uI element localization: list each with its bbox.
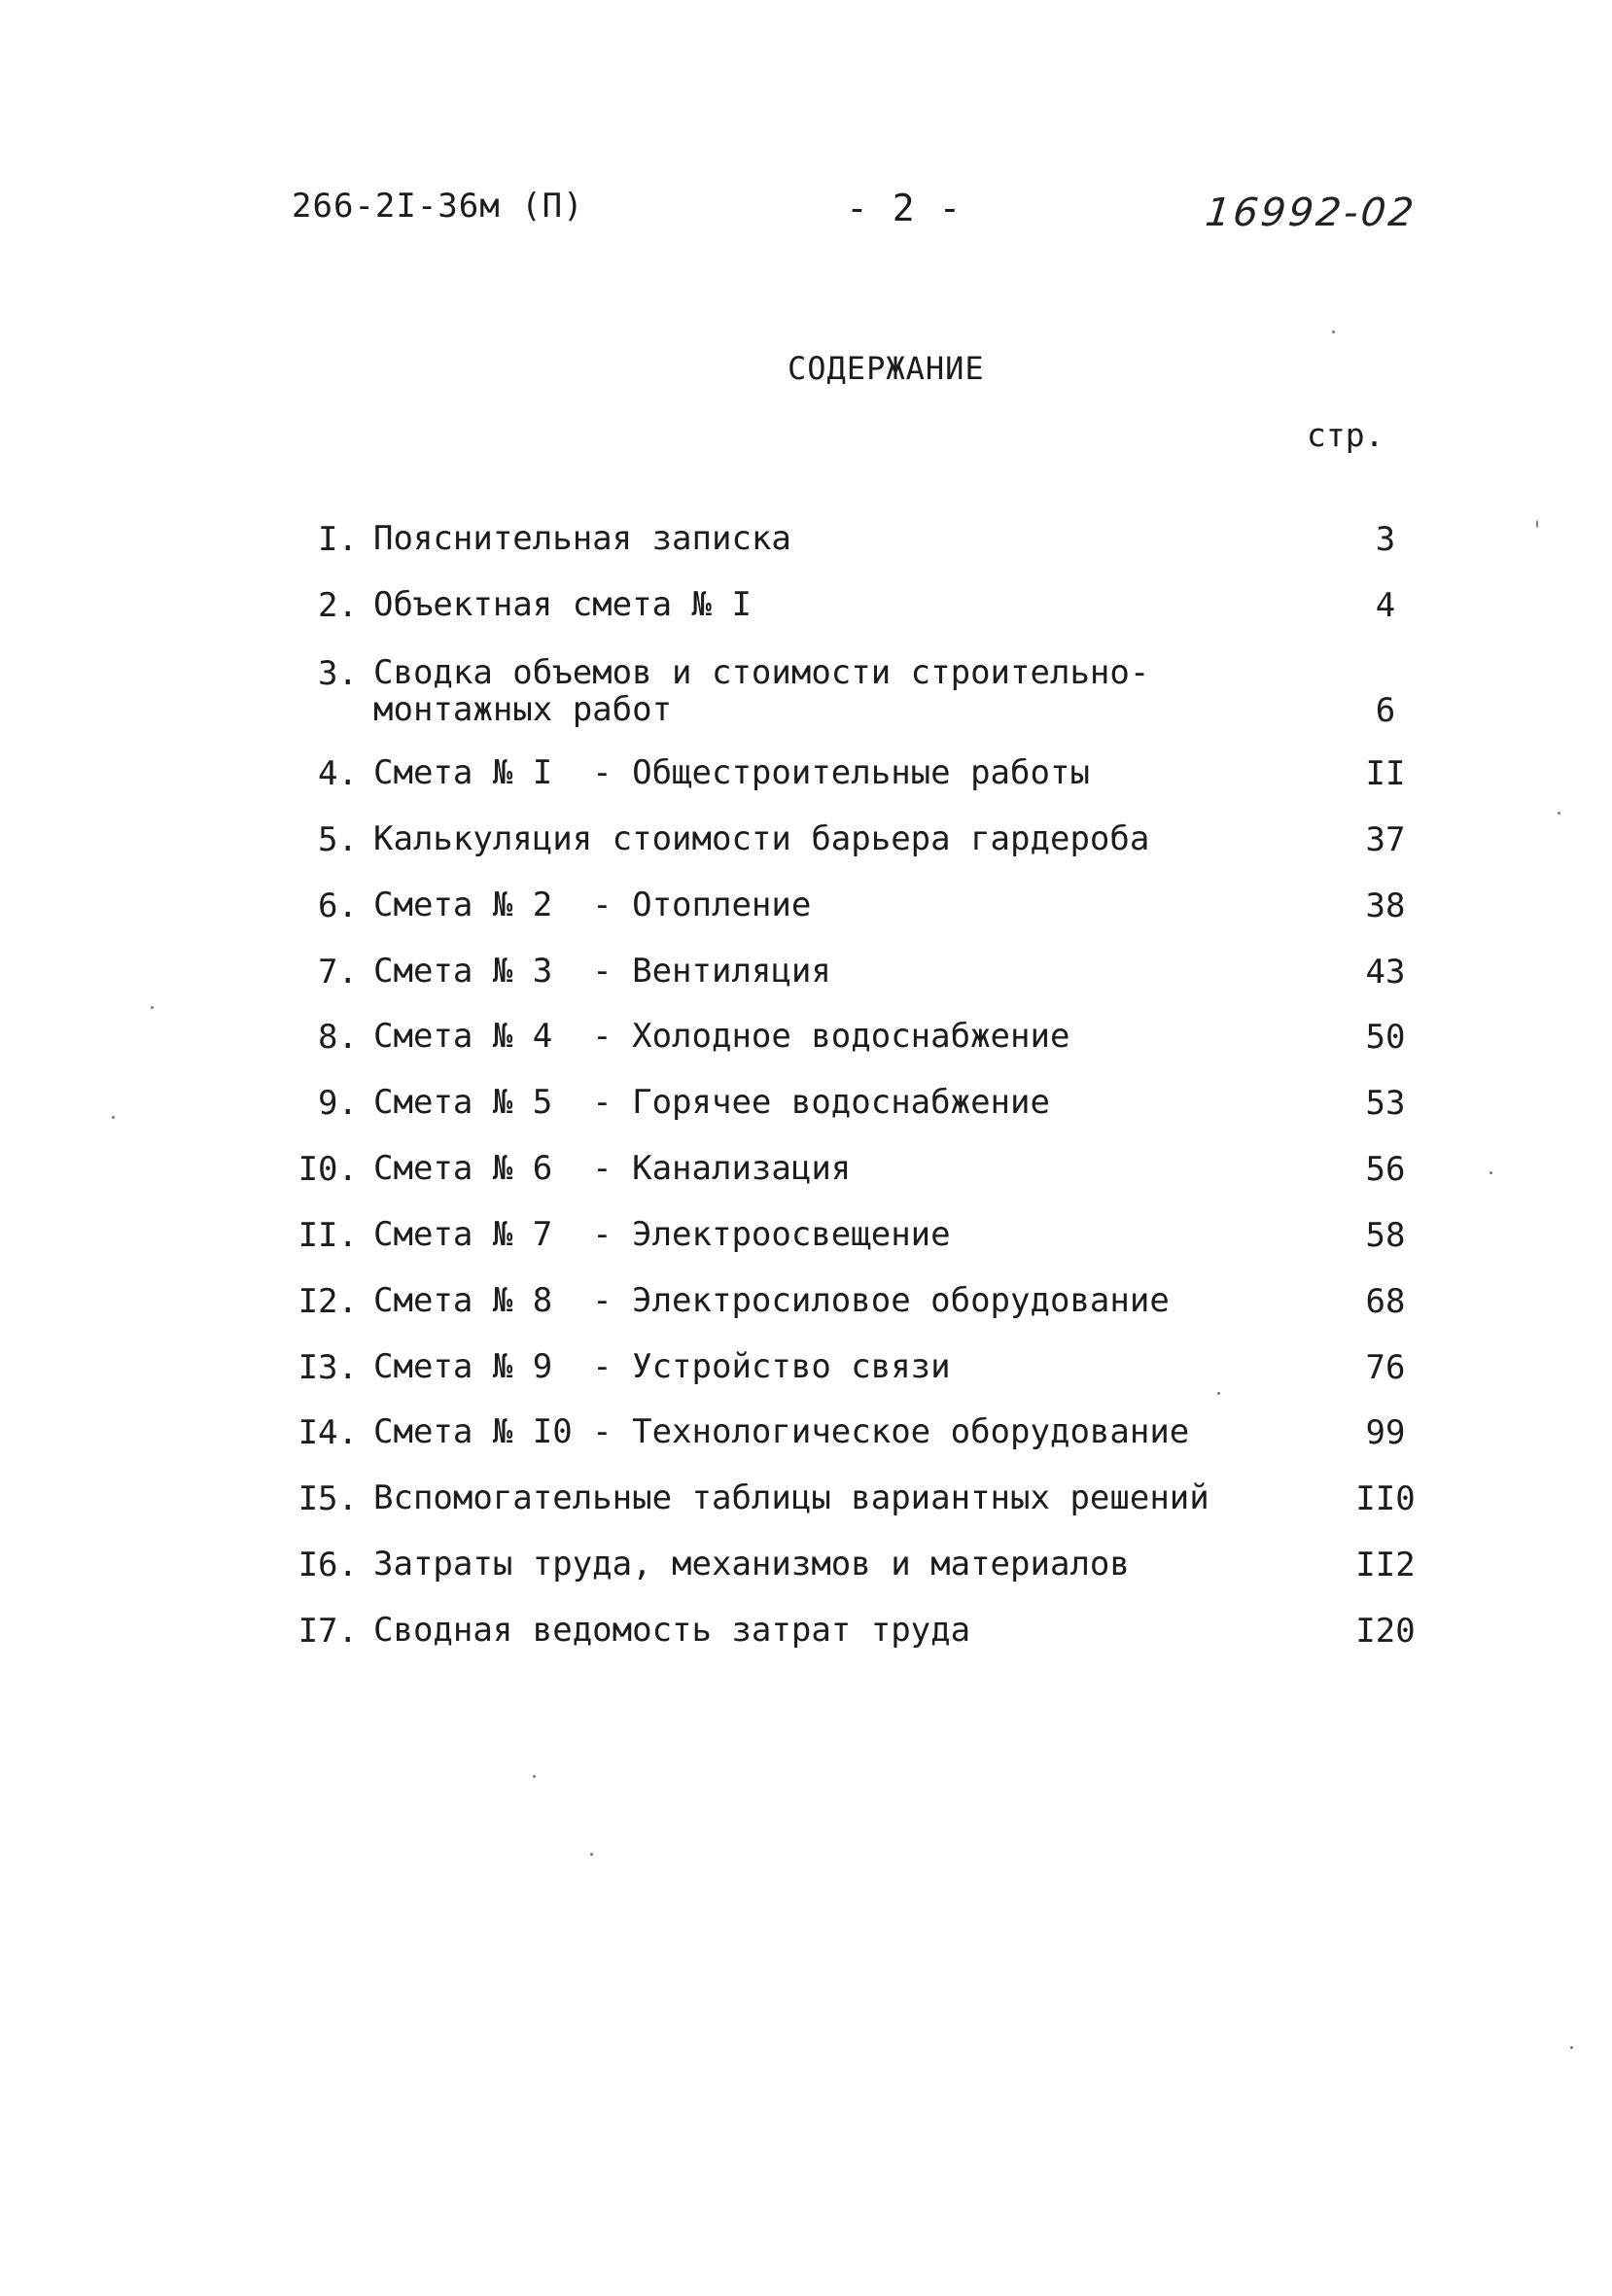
scan-speck <box>112 1116 115 1119</box>
toc-row <box>0 1018 1612 1076</box>
toc-number: 8. <box>318 1018 358 1057</box>
toc-row <box>0 653 1612 730</box>
toc-number: 7. <box>318 953 358 991</box>
toc-row <box>0 1216 1612 1274</box>
toc-number: 5. <box>318 820 358 859</box>
toc-title: Смета № 7 - Электроосвещение <box>373 1215 951 1254</box>
scan-speck <box>1332 330 1335 333</box>
toc-page: 37 <box>1365 820 1406 859</box>
toc-number: I2. <box>298 1282 358 1321</box>
toc-row <box>0 754 1612 813</box>
toc-page: 68 <box>1365 1282 1406 1321</box>
toc-title: Пояснительная записка <box>373 519 791 558</box>
document-code: 266-2I-36м (П) <box>292 187 584 226</box>
toc-number: I7. <box>298 1612 358 1651</box>
toc-title: Сводная ведомость затрат труда <box>373 1611 971 1650</box>
toc-title: Смета № 5 - Горячее водоснабжение <box>373 1083 1050 1122</box>
page-column-label: стр. <box>1307 416 1384 454</box>
toc-row <box>0 1282 1612 1340</box>
toc-page: II2 <box>1355 1546 1416 1584</box>
scan-speck <box>1536 520 1538 528</box>
toc-title: Смета № I - Общестроительные работы <box>373 753 1090 792</box>
scan-speck <box>151 1006 154 1009</box>
toc-row <box>0 1612 1612 1670</box>
toc-row <box>0 1150 1612 1208</box>
toc-page: II <box>1365 754 1406 793</box>
toc-row <box>0 1479 1612 1538</box>
toc-title: Сводка объемов и стоимости строительно- монтажных работ <box>373 653 1150 729</box>
toc-number: I. <box>318 520 358 559</box>
scan-speck <box>533 1775 536 1778</box>
toc-number: 2. <box>318 586 358 625</box>
toc-page: 53 <box>1365 1084 1406 1123</box>
toc-title: Калькуляция стоимости барьера гардероба <box>373 819 1150 858</box>
toc-title: Смета № 4 - Холодное водоснабжение <box>373 1017 1070 1056</box>
toc-page: 58 <box>1365 1216 1406 1255</box>
page-number: - 2 - <box>846 187 963 229</box>
toc-row <box>0 820 1612 879</box>
toc-number: I0. <box>298 1150 358 1189</box>
scan-speck <box>590 1853 593 1856</box>
toc-page: 6 <box>1375 691 1396 730</box>
toc-number: 6. <box>318 887 358 925</box>
toc-title: Смета № I0 - Технологическое оборудование <box>373 1412 1190 1451</box>
toc-title: Вспомогательные таблицы вариантных решений <box>373 1478 1209 1517</box>
toc-number: 4. <box>318 754 358 793</box>
page-title: СОДЕРЖАНИЕ <box>788 350 985 387</box>
toc-page: I20 <box>1355 1612 1416 1651</box>
toc-title: Смета № 3 - Вентиляция <box>373 952 831 991</box>
toc-title: Смета № 6 - Канализация <box>373 1149 852 1188</box>
toc-row <box>0 520 1612 578</box>
toc-row <box>0 1546 1612 1604</box>
toc-number: I4. <box>298 1413 358 1452</box>
toc-page: 43 <box>1365 953 1406 991</box>
stamp-number: 16992-02 <box>1203 191 1419 235</box>
toc-number: I6. <box>298 1546 358 1584</box>
scan-speck <box>1217 1392 1220 1395</box>
scan-speck <box>1489 1171 1492 1174</box>
toc-row <box>0 953 1612 1011</box>
toc-page: 56 <box>1365 1150 1406 1189</box>
toc-title: Объектная смета № I <box>373 585 752 624</box>
toc-row <box>0 1084 1612 1142</box>
scan-speck <box>1558 812 1560 815</box>
toc-number: I3. <box>298 1348 358 1387</box>
toc-number: II. <box>298 1216 358 1255</box>
toc-row <box>0 1348 1612 1407</box>
toc-title: Смета № 2 - Отопление <box>373 886 812 924</box>
toc-title: Смета № 9 - Устройство связи <box>373 1347 951 1386</box>
toc-title: Смета № 8 - Электросиловое оборудование <box>373 1281 1170 1320</box>
toc-page: 99 <box>1365 1413 1406 1452</box>
toc-row <box>0 887 1612 945</box>
toc-number: I5. <box>298 1479 358 1518</box>
toc-number: 9. <box>318 1084 358 1123</box>
toc-page: 38 <box>1365 887 1406 925</box>
toc-number: 3. <box>318 654 358 693</box>
toc-row <box>0 586 1612 644</box>
toc-title: Затраты труда, механизмов и материалов <box>373 1545 1130 1583</box>
toc-page: II0 <box>1355 1479 1416 1518</box>
toc-row <box>0 1413 1612 1472</box>
toc-page: 50 <box>1365 1018 1406 1057</box>
toc-page: 76 <box>1365 1348 1406 1387</box>
scan-speck <box>1570 2046 1573 2049</box>
toc-page: 3 <box>1375 520 1396 559</box>
toc-page: 4 <box>1375 586 1396 625</box>
